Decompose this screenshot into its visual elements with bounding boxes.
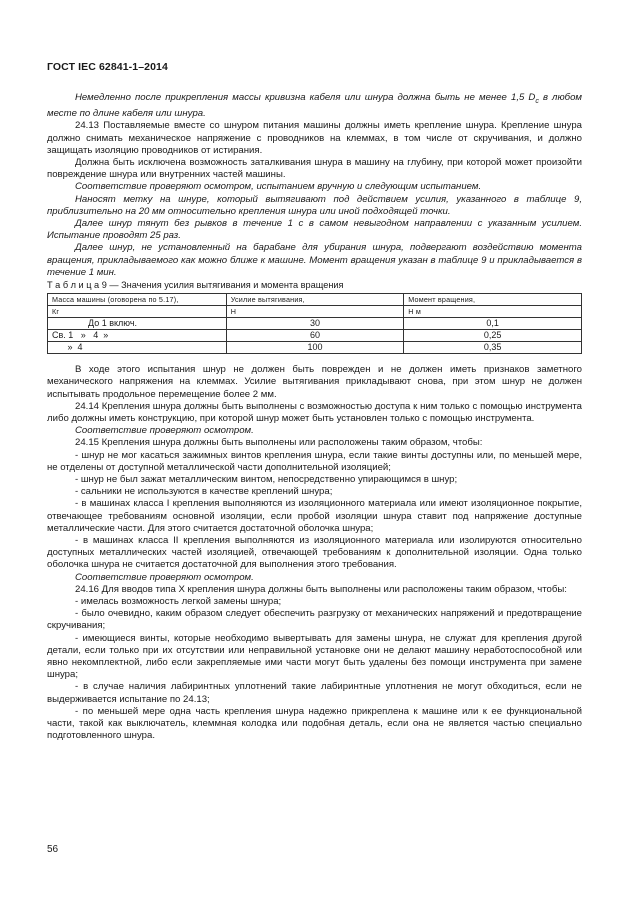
paragraph: Соответствие проверяют осмотром, испытанием вручную и следующим испытанием. [75, 181, 482, 193]
paragraph: - по меньшей мере одна часть крепления шнура надежно прикреплена к машине или к ее функциональной части, такой как выключатель, клеммная колодка или подобная деталь, если она не является частью специально подготовленного шнура. [47, 705, 582, 742]
table-units-row [48, 306, 582, 318]
table-caption: Т а б л и ц а 9 — Значения усилия вытягивания и момента вращения [47, 279, 344, 290]
header-torque: Момент вращения, [404, 294, 582, 306]
page-number: 56 [47, 844, 59, 855]
paragraph: - шнур не был зажат металлическим винтом, непосредственно упирающимся в шнур; [75, 473, 458, 485]
bottom-paragraphs [47, 364, 582, 742]
cell-torque: 0,35 [404, 342, 582, 354]
paragraph: Должна быть исключена возможность заталкивания шнура в машину на глубину, при которой может произойти повреждение шнура или внутренних частей машины. [47, 156, 582, 181]
paragraph: - было очевидно, каким образом следует обеспечить разгрузку от механических напряжений и предотвращение скручивания; [47, 608, 582, 632]
cell-mass: » 4 [48, 342, 227, 354]
paragraph: 24.15 Крепления шнура должны быть выполнены или расположены таким образом, чтобы: [75, 437, 483, 449]
paragraph: - в машинах класса II крепления выполняются из изоляционного материала или изолируются относительно доступных металлических частей изоляцией, отвечающей требованиям к дополнительной изоляции. Одна только оболочка шнура не считается достаточной для выполнения этого требования. [47, 535, 582, 571]
paragraph: - имеющиеся винты, которые необходимо вывертывать для замены шнура, не служат для крепления другой детали, если только при их отсутствии или неправильной установке они не делают машину неработоспособной или явно некомплектной, либо если закрепляемые ими части могут быть удалены без помощи инструмента при замене шнура; [47, 632, 582, 681]
paragraph: - имелась возможность легкой замены шнура; [75, 596, 282, 608]
paragraph: Немедленно после прикрепления массы кривизна кабеля или шнура должна быть не менее 1,5 $D_c$ в любом месте по длине кабеля или шнура. [47, 92, 582, 120]
header-mass: Масса машины (оговорена по 5.17), [48, 294, 227, 306]
paragraph: Далее шнур, не установленный на барабане для убирания шнура, подвергают воздействию момента вращения, прикладываемого как можно ближе к машине. Момент вращения указан в таблице 9 и прикладывается в течение 1 мин. [47, 242, 582, 278]
paragraph: Далее шнур тянут без рывков в течение 1 с в самом невыгодном направлении с указанным усилием. Испытание проводят 25 раз. [47, 217, 582, 242]
table-row [48, 342, 582, 354]
unit-torque: Н м [404, 306, 582, 318]
unit-pull-force: Н [226, 306, 404, 318]
top-paragraphs [47, 92, 582, 279]
unit-mass: Кг [48, 306, 227, 318]
paragraph: - сальники не используются в качестве креплений шнура; [75, 486, 333, 498]
header-pull-force: Усилие вытягивания, [226, 294, 404, 306]
paragraph: 24.13 Поставляемые вместе со шнуром питания машины должны иметь крепление шнура. Крепление шнура должно снимать механическое напряжение с проводников на клеммах, в том числе от скручивания, и должно защищать изоляцию проводников от истирания. [47, 120, 582, 156]
cell-torque: 0,25 [404, 330, 582, 342]
cell-mass: Св. 1 » 4 » [48, 330, 227, 342]
paragraph: - шнур не мог касаться зажимных винтов крепления шнура, если такие винты доступны или, по меньшей мере, не отделены от доступной металлической части дополнительной изоляцией; [47, 449, 582, 473]
paragraph: В ходе этого испытания шнур не должен быть поврежден и не должен иметь признаков заметного механического напряжения на клеммах. Усилие вытягивания прикладывают снова, при этом шнур не должен испытывать продольное перемещение более 2 мм. [47, 364, 582, 400]
cell-pull-force: 30 [226, 318, 404, 330]
cell-pull-force: 100 [226, 342, 404, 354]
paragraph: - в машинах класса I крепления выполняются из изоляционного материала или имеют изоляционное покрытие, отвечающее требованиям основной изоляции, если пробой изоляции шнура ставит под напряжение доступные металлические части. Для этого считается достаточной оболочка шнура; [47, 498, 582, 534]
paragraph: 24.14 Крепления шнура должны быть выполнены с возможностью доступа к ним только с помощью инструмента либо должны иметь конструкцию, при которой шнур может быть установлен только с помощью инструмента. [47, 400, 582, 424]
table-9 [47, 293, 582, 354]
paragraph: 24.16 Для вводов типа X крепления шнура должны быть выполнены или расположены таким образом, чтобы: [75, 583, 567, 595]
paragraph: Наносят метку на шнуре, который вытягивают под действием усилия, указанного в таблице 9, приблизительно на 20 мм относительно крепления шнура или иной подходящей точки. [47, 193, 582, 217]
paragraph: Соответствие проверяют осмотром. [75, 425, 254, 437]
cell-torque: 0,1 [404, 318, 582, 330]
paragraph: - в случае наличия лабиринтных уплотнений такие лабиринтные уплотнения не могут обходиться, если не выдерживается испытание по 24.13; [47, 681, 582, 705]
cell-pull-force: 60 [226, 330, 404, 342]
document-body [47, 92, 582, 742]
paragraph: Соответствие проверяют осмотром. [75, 571, 254, 583]
table-header-row [48, 294, 582, 306]
cell-mass: До 1 включ. [48, 318, 227, 330]
standard-header: ГОСТ IEC 62841-1–2014 [47, 61, 168, 73]
table-row [48, 318, 582, 330]
table-row [48, 330, 582, 342]
